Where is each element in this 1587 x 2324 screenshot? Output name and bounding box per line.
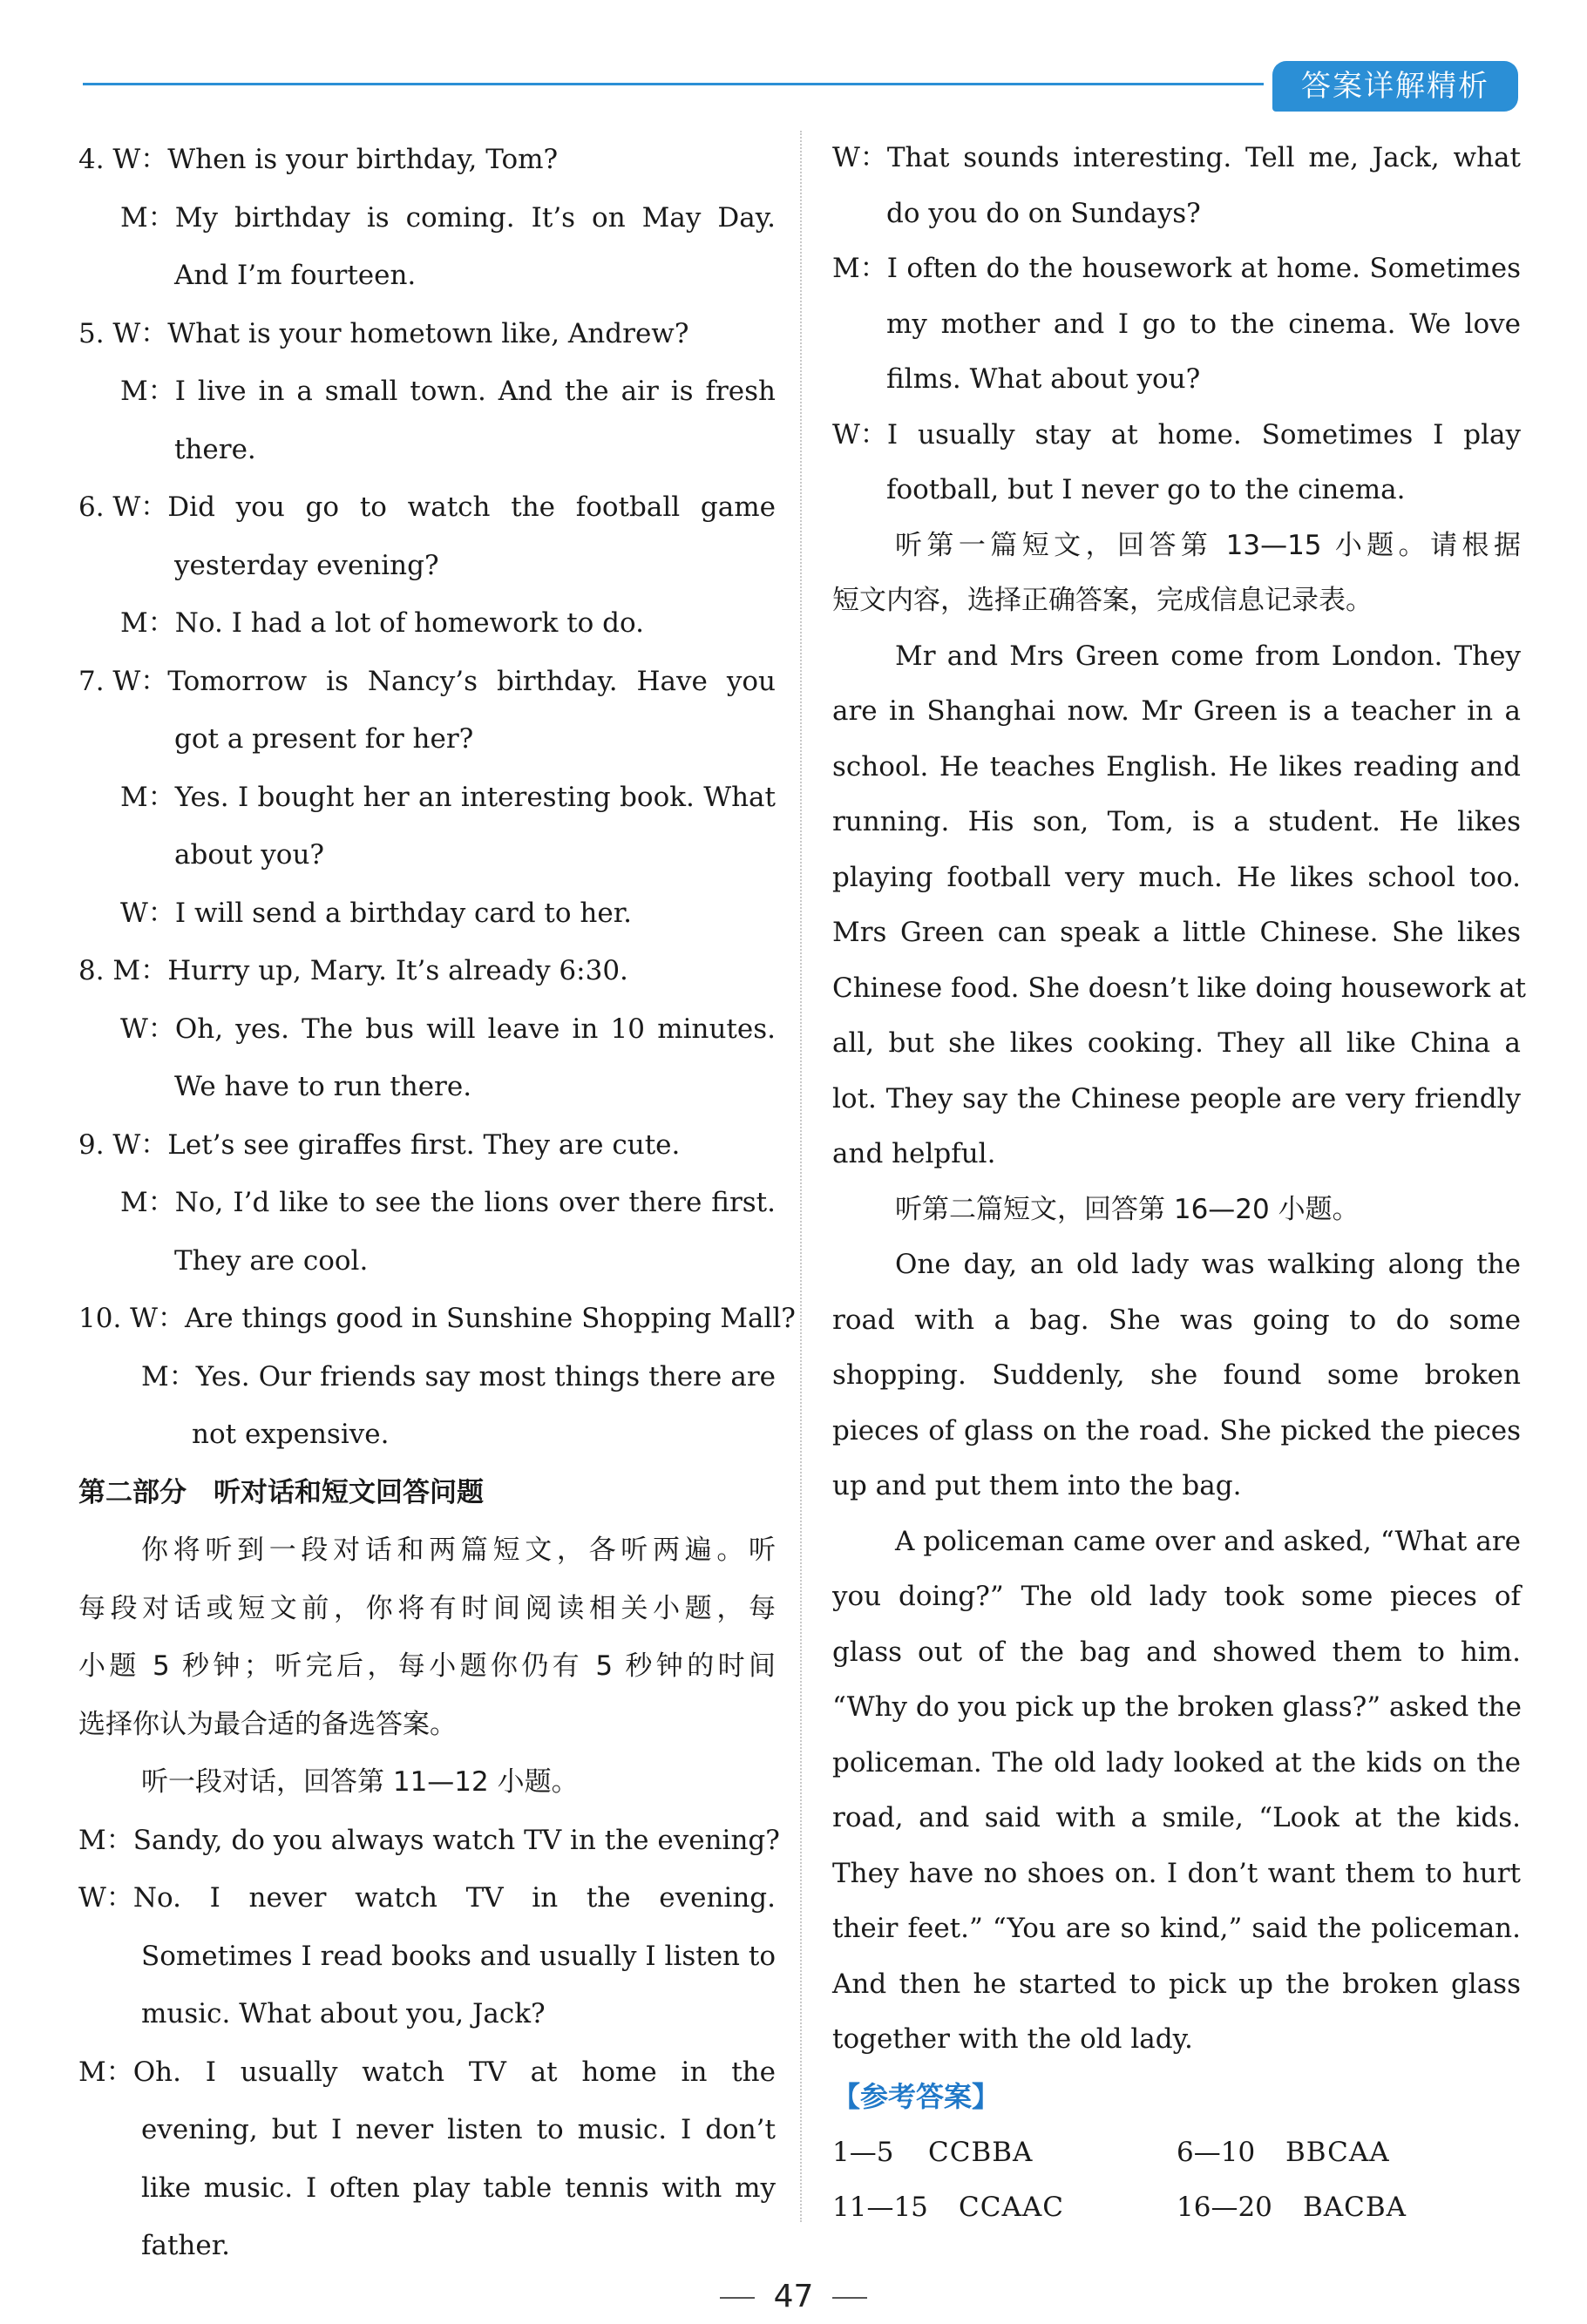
dialog-text: football, but I never go to the cinema. [886,474,1406,505]
dialog-line [78,594,776,653]
dialog-line [78,2043,776,2102]
speaker-label: M： [120,1187,175,1218]
passage2 [832,1237,1521,2068]
dialog-line [78,247,776,305]
dialog-line [78,769,776,827]
dialog-line [78,131,776,189]
dialog-text: not expensive. [192,1419,390,1450]
intro-line: 你将听到一段对话和两篇短文，各听两遍。听 [141,1535,776,1566]
speaker-label: W： [120,1013,175,1045]
passage-line: their feet.” “You are so kind,” said the policeman. [832,1913,1521,1944]
dialog-text: They are cool. [174,1244,369,1277]
answer-letters: BBCAA [1285,2136,1390,2168]
answer-table [832,2125,1521,2235]
passage-line: Mr and Mrs Green come from London. They [895,640,1521,672]
dialog-text: do you do on Sundays? [886,197,1201,229]
left-column [78,131,796,2275]
speaker-label: M： [832,253,887,284]
page-number-footer [0,2279,1587,2314]
dialog-line [78,1985,776,2043]
dialog-line [78,1406,776,1464]
section-title: 第二部分 听对话和短文回答问题 [78,1476,484,1508]
dialog-line [832,186,1521,242]
passage-line: A policeman came over and asked, “What are [895,1525,1521,1557]
dialog-list-part1 [78,131,796,1464]
intro-line: 小题 5 秒钟；听完后，每小题你仍有 5 秒钟的时间 [78,1650,776,1682]
dialog-line [832,131,1521,186]
speaker-label: M： [141,1360,196,1392]
dialog-text: I often do the housework at home. Sometimes [886,253,1521,284]
dialog-text: father. [141,2230,230,2261]
speaker-label: W： [832,142,887,173]
dialog-text: Hurry up, Mary. It’s already 6:30. [167,955,628,986]
dialog-text: got a present for her? [174,723,474,755]
passage-line: pieces of glass on the road. She picked the pieces [832,1414,1521,1447]
dialog-text: yesterday evening? [174,549,439,581]
dialog-heading: 听一段对话，回答第 11—12 小题。 [141,1766,579,1798]
speaker-label: W： [832,418,887,451]
intro-line: 选择你认为最合适的备选答案。 [78,1708,457,1740]
dialog-text: When is your birthday, Tom? [167,144,559,175]
passage-line: together with the old lady. [832,2023,1193,2055]
passage1-heading: 听第一篇短文，回答第 13—15 小题。请根据 [895,529,1521,561]
dialog-text: No, I’d like to see the lions over there first. [174,1187,776,1218]
passage-line: “Why do you pick up the broken glass?” asked the [832,1691,1522,1723]
dialog-continued [832,131,1521,518]
dialog-text: films. What about you? [886,363,1201,395]
speaker-label: 4. W： [78,144,168,175]
passage-line: all, but she likes cooking. They all like China a [832,1027,1521,1059]
dialog-line [78,1174,776,1232]
right-column [832,131,1527,2235]
passage-line: Mrs Green can speak a little Chinese. She likes [832,917,1521,948]
dialog-text: Sometimes I read books and usually I listen to [141,1940,776,1972]
dialog-text: like music. I often play table tennis with my [141,2172,776,2204]
dialog-text: about you? [174,839,325,871]
dialog-text: Oh. I usually watch TV at home in the [132,2056,776,2088]
dialog-line [78,1348,776,1406]
dialog-line [78,2217,776,2275]
dialog-line [78,1928,776,1986]
header-badge: 答案详解精析 [1272,61,1518,112]
speaker-label: 7. W： [78,665,168,697]
dialog-line [78,1869,776,1928]
dialog-text: Let’s see giraffes first. They are cute. [167,1128,681,1161]
dialog-line [78,478,776,537]
passage1 [832,629,1527,1182]
answer-cell [832,2125,1033,2180]
page-number: 47 [773,2279,814,2314]
dialog-line [78,826,776,884]
dialog-line [78,2159,776,2218]
dialog-line [78,362,776,421]
column-divider [800,131,802,2222]
dialog-line [78,1000,776,1059]
answer-cell [1177,2125,1390,2180]
dialog-text: No. I had a lot of homework to do. [174,607,644,639]
dialog-line [832,463,1521,518]
passage2-heading: 听第二篇短文，回答第 16—20 小题。 [895,1193,1360,1225]
answer-letters: CCBBA [928,2136,1034,2168]
dialog-text: music. What about you, Jack? [141,1998,546,2029]
passage-line: lot. They say the Chinese people are very friendly [832,1082,1521,1115]
speaker-label: M： [120,201,175,234]
dialog-line [78,1116,776,1175]
passage-line: Chinese food. She doesn’t like doing housework at [832,972,1527,1004]
footer-dash [720,2297,755,2299]
answer-row [832,2180,1521,2235]
answer-cell [832,2180,1064,2235]
speaker-label: 6. W： [78,491,168,523]
passage-line: One day, an old lady was walking along the [895,1249,1521,1280]
header-rule [83,83,1264,85]
speaker-label: 9. W： [78,1128,168,1161]
answer-range: 6—10 [1177,2136,1256,2168]
dialog-text: Sandy, do you always watch TV in the evening? [132,1824,780,1856]
dialog-text: That sounds interesting. Tell me, Jack, what [886,142,1521,173]
dialog-line [78,942,776,1000]
dialog-text: my mother and I go to the cinema. We love [886,308,1521,340]
answer-letters: BACBA [1303,2191,1407,2223]
passage-line: They have no shoes on. I don’t want them to hurt [832,1857,1521,1889]
passage-line: road with a bag. She was going to do some [832,1304,1521,1336]
intro-line: 每段对话或短文前，你将有时间阅读相关小题，每 [78,1592,776,1624]
dialog-line [78,1812,780,1870]
passage-line: up and put them into the bag. [832,1470,1242,1501]
dialog-line [78,653,776,711]
dialog-text: I usually stay at home. Sometimes I play [886,418,1521,451]
speaker-label: 5. W： [78,317,168,349]
passage1-heading: 短文内容，选择正确答案，完成信息记录表。 [832,585,1373,616]
passage-line: glass out of the bag and showed them to him. [832,1636,1521,1668]
speaker-label: M： [120,376,175,407]
dialog-text: And I’m fourteen. [174,260,417,291]
speaker-label: M： [120,781,175,813]
dialog-line [78,710,776,769]
dialog-text: Did you go to watch the football game [167,491,776,523]
passage-line: policeman. The old lady looked at the kids on the [832,1746,1521,1779]
dialog-text: What is your hometown like, Andrew? [167,317,689,349]
dialog-line [832,241,1521,297]
dialog-text: Oh, yes. The bus will leave in 10 minutes. [174,1013,776,1045]
dialog-line [832,408,1521,464]
dialog-line [78,1058,776,1116]
footer-dash [832,2297,867,2299]
dialog-text: there. [174,433,256,465]
passage-line: school. He teaches English. He likes reading and [832,750,1521,783]
dialog-text: Tomorrow is Nancy’s birthday. Have you [167,665,776,697]
section-intro [78,1521,776,1753]
dialog-text: Yes. I bought her an interesting book. What [174,781,776,813]
passage-line: playing football very much. He likes school too. [832,861,1521,893]
speaker-label: M： [78,2056,133,2088]
dialog-line [832,297,1521,353]
passage-line: road, and said with a smile, “Look at the kids. [832,1802,1521,1833]
dialog-line [78,189,776,247]
dialog-line [78,1290,796,1348]
dialog-list-part2 [78,1812,780,2275]
dialog-line [78,2101,776,2159]
speaker-label: 10. W： [78,1303,186,1334]
dialog-text: No. I never watch TV in the evening. [132,1882,776,1914]
answer-range: 16—20 [1177,2191,1272,2223]
answer-range: 1—5 [832,2136,894,2168]
dialog-text: We have to run there. [174,1071,472,1102]
answer-cell [1177,2180,1407,2235]
speaker-label: 8. M： [78,955,168,986]
answer-row [832,2125,1521,2180]
dialog-text: evening, but I never listen to music. I don’t [141,2114,776,2145]
answer-title: 【参考答案】 [832,2079,1000,2113]
dialog-line [78,1232,776,1291]
passage-line: running. His son, Tom, is a student. He likes [832,806,1521,837]
speaker-label: W： [78,1882,133,1914]
dialog-line [78,305,776,363]
dialog-text: I will send a birthday card to her. [174,897,632,929]
dialog-text: I live in a small town. And the air is fresh [174,376,776,407]
dialog-text: Yes. Our friends say most things there are [195,1360,776,1392]
speaker-label: M： [78,1824,133,1856]
dialog-text: Are things good in Sunshine Shopping Mall? [185,1303,796,1334]
dialog-text: My birthday is coming. It’s on May Day. [174,201,776,234]
dialog-line [832,352,1521,408]
passage-line: And then he started to pick up the broken glass [832,1968,1521,2000]
passage-line: shopping. Suddenly, she found some broken [832,1359,1521,1391]
passage-line: you doing?” The old lady took some pieces of [832,1581,1521,1612]
passage-line: and helpful. [832,1138,996,1169]
passage-line: are in Shanghai now. Mr Green is a teacher in a [832,695,1521,727]
dialog-line [78,537,776,595]
speaker-label: M： [120,607,175,639]
answer-range: 11—15 [832,2191,928,2223]
speaker-label: W： [120,897,175,929]
dialog-line [78,884,776,943]
answer-letters: CCAAC [959,2191,1064,2223]
dialog-line [78,421,776,479]
